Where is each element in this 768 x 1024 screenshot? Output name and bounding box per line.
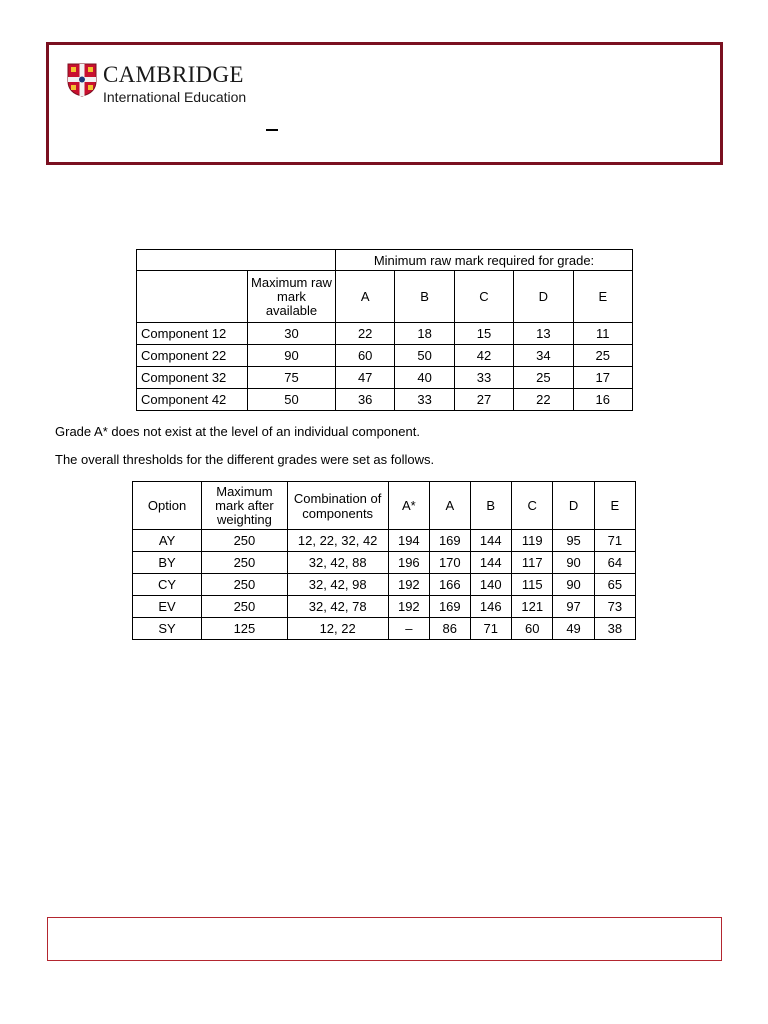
- max-mark: 75: [248, 367, 336, 389]
- mark-cell: 196: [388, 552, 429, 574]
- mark-cell: 60: [511, 618, 552, 640]
- max-mark: 90: [248, 345, 336, 367]
- mark-cell: 71: [470, 618, 511, 640]
- header-box: [46, 42, 723, 165]
- combination-cell: 32, 42, 88: [287, 552, 388, 574]
- mark-cell: 194: [388, 530, 429, 552]
- table-row: [133, 596, 636, 618]
- grade-header: A: [336, 271, 395, 323]
- mark-cell: 40: [395, 367, 454, 389]
- mark-cell: 16: [573, 389, 632, 411]
- grade-header: B: [470, 482, 511, 530]
- mark-cell: 25: [573, 345, 632, 367]
- mark-cell: 170: [430, 552, 470, 574]
- table-row: [137, 345, 633, 367]
- mark-cell: 60: [336, 345, 395, 367]
- mark-cell: 22: [514, 389, 573, 411]
- title-dash: [266, 129, 278, 131]
- max-cell: 250: [202, 552, 288, 574]
- mark-cell: 90: [553, 552, 594, 574]
- mark-cell: 13: [514, 323, 573, 345]
- group-header: Minimum raw mark required for grade:: [336, 250, 633, 271]
- grade-a-star-note: Grade A* does not exist at the level of an individual component.: [55, 424, 420, 439]
- max-mark: 30: [248, 323, 336, 345]
- grade-header: E: [594, 482, 635, 530]
- mark-cell: 38: [594, 618, 635, 640]
- mark-cell: 97: [553, 596, 594, 618]
- component-name: Component 32: [137, 367, 248, 389]
- component-name: Component 42: [137, 389, 248, 411]
- mark-cell: 192: [388, 596, 429, 618]
- mark-cell: 27: [454, 389, 513, 411]
- mark-cell: 169: [430, 530, 470, 552]
- cambridge-shield-icon: [67, 63, 97, 97]
- mark-cell: 71: [594, 530, 635, 552]
- mark-cell: 121: [511, 596, 552, 618]
- mark-cell: 34: [514, 345, 573, 367]
- mark-cell: 115: [511, 574, 552, 596]
- table-row: [133, 530, 636, 552]
- mark-cell: 65: [594, 574, 635, 596]
- table-row: [133, 574, 636, 596]
- mark-cell: 50: [395, 345, 454, 367]
- mark-cell: 64: [594, 552, 635, 574]
- cambridge-logo: [67, 62, 247, 105]
- mark-cell: 146: [470, 596, 511, 618]
- footer-box: [47, 917, 722, 961]
- option-cell: EV: [133, 596, 202, 618]
- mark-cell: 95: [553, 530, 594, 552]
- max-cell: 250: [202, 574, 288, 596]
- table-row: [133, 552, 636, 574]
- mark-cell: 140: [470, 574, 511, 596]
- option-header: Option: [133, 482, 202, 530]
- combination-cell: 12, 22: [287, 618, 388, 640]
- grade-header: C: [511, 482, 552, 530]
- max-mark: 50: [248, 389, 336, 411]
- mark-cell: 166: [430, 574, 470, 596]
- table-row: [137, 389, 633, 411]
- mark-cell: 11: [573, 323, 632, 345]
- mark-cell: 47: [336, 367, 395, 389]
- combination-cell: 12, 22, 32, 42: [287, 530, 388, 552]
- mark-cell: 144: [470, 552, 511, 574]
- mark-cell: 33: [395, 389, 454, 411]
- mark-cell: 192: [388, 574, 429, 596]
- logo-subtitle: International Education: [103, 89, 247, 105]
- mark-cell: 25: [514, 367, 573, 389]
- max-cell: 250: [202, 596, 288, 618]
- mark-cell: 86: [430, 618, 470, 640]
- grade-header: A*: [388, 482, 429, 530]
- mark-cell: 42: [454, 345, 513, 367]
- max-cell: 125: [202, 618, 288, 640]
- empty-header-cell: [137, 271, 248, 323]
- grade-header: D: [553, 482, 594, 530]
- mark-cell: 33: [454, 367, 513, 389]
- option-cell: AY: [133, 530, 202, 552]
- component-name: Component 22: [137, 345, 248, 367]
- mark-cell: 90: [553, 574, 594, 596]
- option-cell: SY: [133, 618, 202, 640]
- grade-header: B: [395, 271, 454, 323]
- mark-cell: 73: [594, 596, 635, 618]
- combination-cell: 32, 42, 98: [287, 574, 388, 596]
- logo-name: CAMBRIDGE: [103, 62, 244, 87]
- max-mark-header: Maximum raw mark available: [248, 271, 336, 323]
- max-weighted-header: Maximum mark after weighting: [202, 482, 288, 530]
- overall-thresholds-note: The overall thresholds for the different grades were set as follows.: [55, 452, 435, 467]
- table-row: [133, 618, 636, 640]
- grade-header: A: [430, 482, 470, 530]
- mark-cell: 15: [454, 323, 513, 345]
- mark-cell: 117: [511, 552, 552, 574]
- mark-cell: 144: [470, 530, 511, 552]
- option-cell: CY: [133, 574, 202, 596]
- grade-header: D: [514, 271, 573, 323]
- mark-cell: –: [388, 618, 429, 640]
- combination-header: Combination of components: [287, 482, 388, 530]
- mark-cell: 17: [573, 367, 632, 389]
- mark-cell: 36: [336, 389, 395, 411]
- component-thresholds-table: [136, 249, 633, 411]
- combination-cell: 32, 42, 78: [287, 596, 388, 618]
- mark-cell: 169: [430, 596, 470, 618]
- grade-header: C: [454, 271, 513, 323]
- mark-cell: 49: [553, 618, 594, 640]
- empty-header-cell: [137, 250, 336, 271]
- grade-header: E: [573, 271, 632, 323]
- table-row: [137, 367, 633, 389]
- mark-cell: 119: [511, 530, 552, 552]
- mark-cell: 18: [395, 323, 454, 345]
- max-cell: 250: [202, 530, 288, 552]
- mark-cell: 22: [336, 323, 395, 345]
- option-thresholds-table: [132, 481, 636, 640]
- option-cell: BY: [133, 552, 202, 574]
- component-name: Component 12: [137, 323, 248, 345]
- table-row: [137, 323, 633, 345]
